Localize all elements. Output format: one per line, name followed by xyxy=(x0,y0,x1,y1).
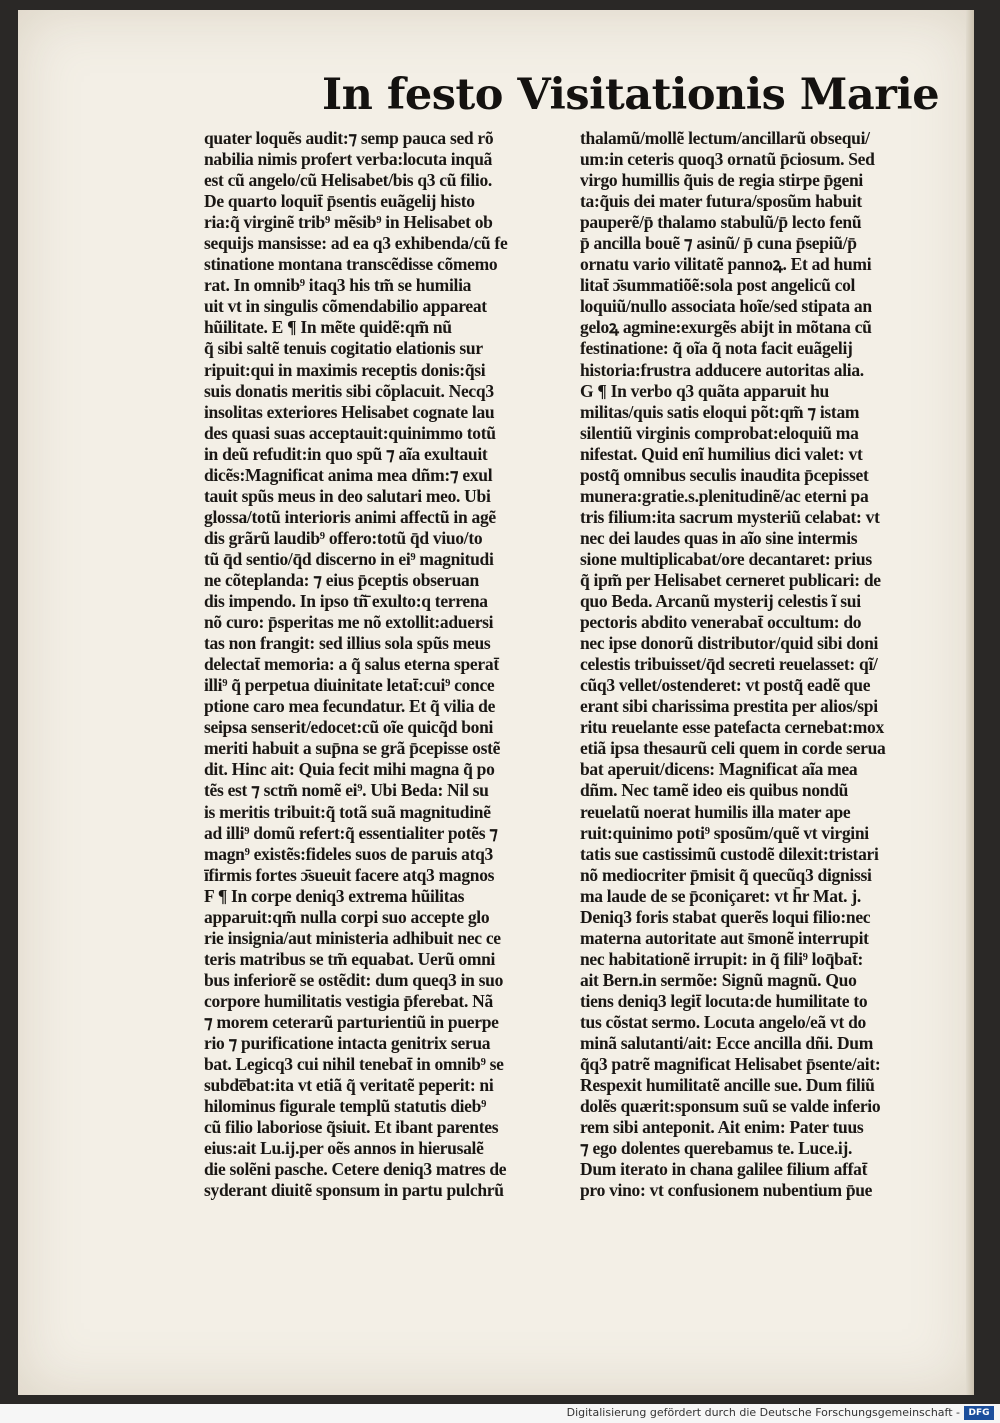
text-line: litat̄ ɔ̄summatiõẽ:sola post angelicũ col xyxy=(580,275,856,296)
text-line: F ¶ In corpe deniq3 extrema hũilitas xyxy=(204,885,465,906)
text-line: tẽs est ⁊ sctm̃ nomẽ ei⁹. Ubi Beda: Nil su xyxy=(204,780,489,801)
text-line: historia:frustra adducere autoritas alia. xyxy=(580,359,864,380)
text-line: suis donatis meritis sibi cõplacuit. Necq3 xyxy=(204,380,494,401)
right-text-column xyxy=(580,128,942,1201)
dfg-logo: DFG xyxy=(964,1406,994,1420)
text-line: die solẽni pasche. Cetere deniq3 matres de xyxy=(204,1159,507,1180)
text-line: delectat̄ memoria: a q̃ salus eterna sperat̄ xyxy=(204,654,499,675)
text-line: q̃q3 patrẽ magnificat Helisabet p̄sente/ait: xyxy=(580,1054,881,1075)
text-line: um:in ceteris quoq3 ornatũ p̄ciosum. Sed xyxy=(580,149,875,170)
text-line: in deũ refudit:in quo spũ ⁊ aĩa exultauit xyxy=(204,443,488,464)
text-line: celestis tribuisset/q̄d secreti reuelasset: qĩ/ xyxy=(580,654,878,675)
text-line: dolẽs quærit:sponsum suũ se valde inferio xyxy=(580,1096,881,1117)
text-line: glossa/totũ interioris animi affectũ in agẽ xyxy=(204,506,496,527)
text-line: ait Bern.in sermõe: Signũ magnũ. Quo xyxy=(580,969,857,990)
text-line: G ¶ In verbo q3 quãta apparuit hu xyxy=(580,380,829,401)
text-line: ria:q̃ virginẽ trib⁹ mẽsib⁹ in Helisabet ob xyxy=(204,212,493,233)
text-line: cũq3 vellet/ostenderet: vt postq̃ eadẽ que xyxy=(580,675,871,696)
text-line: syderant diuitẽ sponsum in partu pulchrũ xyxy=(204,1180,504,1201)
text-line: tris filium:ita sacrum mysteriũ celabat: vt xyxy=(580,506,880,527)
text-line: postq̃ omnibus seculis inaudita p̄cepisset xyxy=(580,464,869,485)
text-line: subde̅bat:ita vt etiã q̃ veritatẽ peperit: ni xyxy=(204,1075,494,1096)
text-line: quater loquẽs audit:⁊ semp pauca sed rõ xyxy=(204,128,494,148)
text-line: bat aperuit/dicens: Magnificat aĩa mea xyxy=(580,759,858,780)
text-line: bus inferiorẽ se ostẽdit: dum queq3 in suo xyxy=(204,969,504,990)
text-line: tatis sue castissimũ custodẽ dilexit:tristari xyxy=(580,843,879,864)
text-line: Deniq3 foris stabat querẽs loqui filio:nec xyxy=(580,906,871,927)
text-line: reuelatũ noerat humilis illa mater ape xyxy=(580,801,851,822)
text-line: est cũ angelo/cũ Helisabet/bis q3 cũ filio. xyxy=(204,170,493,191)
text-line: ⁊ ego dolentes querebamus te. Luce.ij. xyxy=(580,1138,853,1159)
text-line: quo Beda. Arcanũ mysterij celestis ĩ sui xyxy=(580,591,861,612)
text-line: geloꝝ agmine:exurgẽs abijt in mõtana cũ xyxy=(580,317,872,338)
text-line: minã salutanti/ait: Ecce ancilla dñi. Dum xyxy=(580,1033,873,1054)
text-line: nec dei laudes quas in aĩo sine intermis xyxy=(580,527,858,548)
text-line: dicẽs:Magnificat anima mea dñm:⁊ exul xyxy=(204,464,493,485)
text-line: ma laude de se p̄coniçaret: vt h̄r Mat. j. xyxy=(580,885,861,906)
text-line: tauit spũs meus in deo salutari meo. Ubi xyxy=(204,485,491,506)
text-line: īfirmis fortes ɔ̄sueuit facere atq3 magnos xyxy=(204,864,495,885)
text-line: dis grãrũ laudib⁹ offero:totũ q̄d viuo/to xyxy=(204,527,483,548)
text-line: Dum iterato in chana galilee filium affat̄ xyxy=(580,1159,868,1180)
text-line: tũ q̄d sentio/q̄d discerno in ei⁹ magnitudi xyxy=(204,548,494,569)
text-line: illi⁹ q̃ perpetua diuinitate letat̄:cui⁹ conce xyxy=(204,675,495,696)
text-line: ad illi⁹ domũ refert:q̃ essentialiter potẽs ⁊ xyxy=(204,822,498,843)
text-line: De quarto loquit̄ p̄sentis euãgelij histo xyxy=(204,191,475,212)
text-line: munera:gratie.s.plenitudinẽ/ac eterni pa xyxy=(580,485,869,506)
text-line: sione multiplicabat/ore decantaret: prius xyxy=(580,548,872,569)
text-line: virgo humillis q̃uis de regia stirpe p̄geni xyxy=(580,170,863,191)
text-line: ruit:quinimo poti⁹ sposũm/quẽ vt virgini xyxy=(580,822,869,843)
text-line: seipsa senserit/edocet:cũ oĩe quicq̃d boni xyxy=(204,717,494,738)
text-line: sequijs mansisse: ad ea q3 exhibenda/cũ fe xyxy=(204,233,508,254)
footer-bar xyxy=(0,1404,1000,1423)
page-edge xyxy=(966,10,974,1395)
text-line: ripuit:qui in maximis receptis donis:q̃si xyxy=(204,359,486,380)
text-line: hilominus figurale templũ statutis dieb⁹ xyxy=(204,1096,487,1117)
text-line: silentiũ virginis comprobat:eloquiũ ma xyxy=(580,422,859,443)
text-line: q̃ ipm̃ per Helisabet cerneret publicari: de xyxy=(580,569,881,590)
text-line: rie insignia/aut ministeria adhibuit nec ce xyxy=(204,927,501,948)
left-text-column xyxy=(204,128,560,1201)
text-line: insolitas exteriores Helisabet cognate lau xyxy=(204,401,495,422)
funding-credit: Digitalisierung gefördert durch die Deutsche Forschungsgemeinschaft - xyxy=(566,1406,960,1419)
text-line: rem sibi anteponit. Ait enim: Pater tuus xyxy=(580,1117,864,1138)
text-line: ornatu vario vilitatẽ pannoꝝ. Et ad humi xyxy=(580,254,872,275)
text-line: magn⁹ existẽs:fideles suos de paruis atq3 xyxy=(204,843,494,864)
text-line: ta:q̃uis dei mater futura/sposũm habuit xyxy=(580,191,862,212)
text-line: ne cõteplanda: ⁊ eius p̄ceptis obseruan xyxy=(204,569,479,590)
text-line: des quasi suas acceptauit:quinimmo totũ xyxy=(204,422,496,443)
text-line: materna autoritate aut s̄monẽ interrupit xyxy=(580,927,869,948)
text-line: stinatione montana transcẽdisse cõmemo xyxy=(204,254,498,275)
text-line: teris matribus se tm̃ equabat. Uerũ omni xyxy=(204,948,496,969)
text-line: nõ mediocriter p̄misit q̃ quecũq3 dignissi xyxy=(580,864,872,885)
text-line: meriti habuit a sup̄na se grã p̄cepisse ostẽ xyxy=(204,738,501,759)
text-line: nec ipse donorũ distributor/quid sibi doni xyxy=(580,633,879,654)
text-line: thalamũ/mollẽ lectum/ancillarũ obsequi/ xyxy=(580,128,870,148)
text-line: bat. Legicq3 cui nihil tenebat̄ in omnib⁹ se xyxy=(204,1054,504,1075)
text-line: ritu reuelante esse patefacta cernebat:mox xyxy=(580,717,884,738)
text-line: hũilitate. E ¶ In mẽte quidẽ:qm̃ nũ xyxy=(204,317,452,338)
text-line: tas non frangit: sed illius sola spũs meus xyxy=(204,633,491,654)
text-line: p̄ ancilla bouẽ ⁊ asinũ/ p̄ cuna p̄sepiũ/p̄ xyxy=(580,233,857,254)
text-line: nabilia nimis profert verba:locuta inquã xyxy=(204,149,493,170)
text-line: ⁊ morem ceterarũ parturientiũ in puerpe xyxy=(204,1011,499,1032)
text-line: pectoris abdito venerabat̄ occultum: do xyxy=(580,612,862,633)
text-line: uit vt in singulis cõmendabilio appareat xyxy=(204,296,487,317)
text-line: apparuit:qm̃ nulla corpi suo accepte glo xyxy=(204,906,490,927)
text-line: militas/quis satis eloqui põt:qm̃ ⁊ istam xyxy=(580,401,860,422)
text-line: tiens deniq3 legit̄ locuta:de humilitate to xyxy=(580,990,868,1011)
text-line: nõ curo: p̄speritas me nõ extollit:aduersi xyxy=(204,612,494,633)
text-line: erant sibi charissima prestita per alios/spi xyxy=(580,696,878,717)
text-line: festinatione: q̃ oĩa q̃ nota facit euãgelij xyxy=(580,338,853,359)
text-line: rio ⁊ purificatione intacta genitrix serua xyxy=(204,1033,491,1054)
text-line: eius:ait Lu.ij.per oẽs annos in hierusalẽ xyxy=(204,1138,484,1159)
text-line: nec habitationẽ irrupit: in q̃ fili⁹ loq̄bat̄: xyxy=(580,948,864,969)
text-line: Respexit humilitatẽ ancille sue. Dum filiũ xyxy=(580,1075,875,1096)
text-line: dis impendo. In ipso tñ̄ exulto:q terrena xyxy=(204,591,488,612)
text-line: pauperẽ/p̄ thalamo stabulũ/p̄ lecto fenũ xyxy=(580,212,862,233)
text-line: q̃ sibi saltẽ tenuis cogitatio elationis sur xyxy=(204,338,483,359)
text-line: nifestat. Quid enĩ humilius dici valet: vt xyxy=(580,443,863,464)
text-line: tus cõstat sermo. Locuta angelo/eã vt do xyxy=(580,1011,866,1032)
text-line: etiã ipsa thesaurũ celi quem in corde serua xyxy=(580,738,886,759)
text-line: corpore humilitatis vestigia p̄ferebat. Nã xyxy=(204,990,493,1011)
text-line: rat. In omnib⁹ itaq3 his tm̃ se humilia xyxy=(204,275,472,296)
text-line: loquiũ/nullo associata hoĩe/sed stipata an xyxy=(580,296,872,317)
text-line: dit. Hinc ait: Quia fecit mihi magna q̃ po xyxy=(204,759,495,780)
running-title: In festo Visitationis Marie xyxy=(322,70,940,120)
text-line: cũ filio laboriose q̃siuit. Et ibant parentes xyxy=(204,1117,499,1138)
text-line: is meritis tribuit:q̃ totã suã magnitudinẽ xyxy=(204,801,491,822)
text-line: pro vino: vt confusionem nubentium p̄ue xyxy=(580,1180,873,1201)
text-line: dñm. Nec tamẽ ideo eis quibus nondũ xyxy=(580,780,849,801)
text-line: ptione caro mea fecundatur. Et q̃ vilia de xyxy=(204,696,496,717)
